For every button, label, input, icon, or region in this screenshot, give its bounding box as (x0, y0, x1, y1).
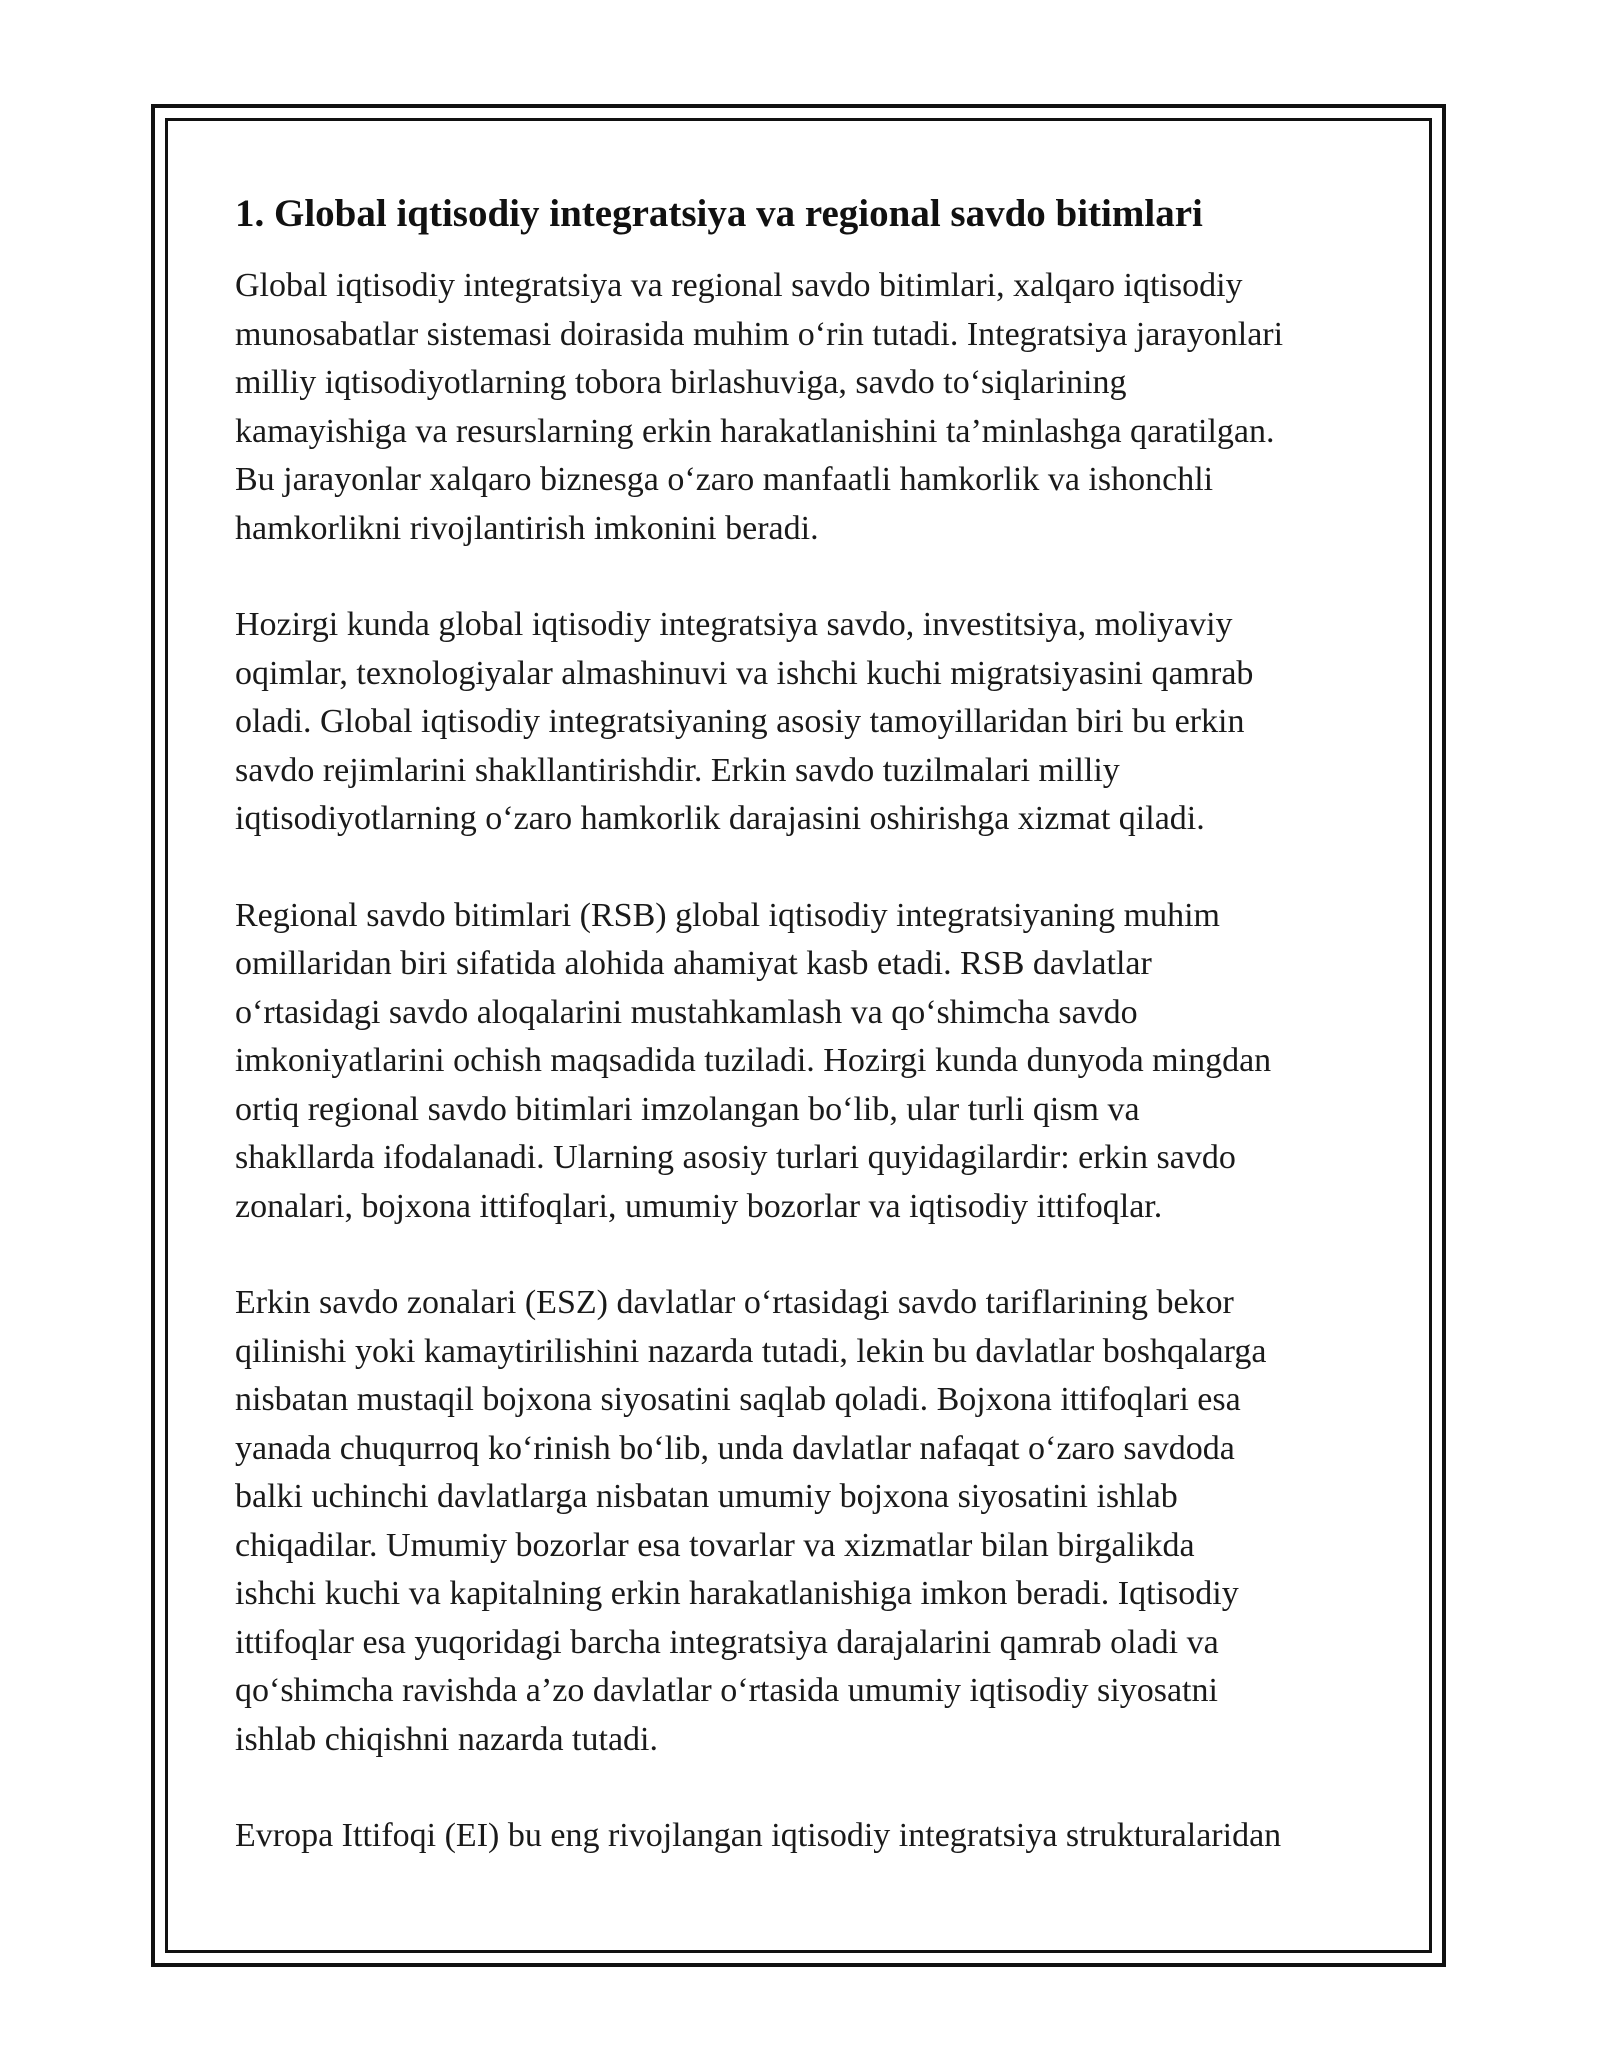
paragraph-2 (235, 601, 1390, 844)
paragraph-line: munosabatlar sistemasi doirasida muhim o‘rin tutadi. Integratsiya jarayonlari (235, 315, 1284, 353)
paragraph-4 (235, 1279, 1390, 1764)
paragraph-line: Global iqtisodiy integratsiya va regional savdo bitimlari, xalqaro iqtisodiy (235, 267, 1243, 304)
paragraph-line: Bu jarayonlar xalqaro biznesga o‘zaro manfaatli hamkorlik va ishonchli (235, 461, 1214, 498)
paragraph-line: imkoniyatlarini ochish maqsadida tuziladi. Hozirgi kunda dunyoda mingdan (235, 1042, 1272, 1079)
paragraph-3 (235, 892, 1390, 1232)
paragraph-line: o‘rtasidagi savdo aloqalarini mustahkamlash va qo‘shimcha savdo (235, 993, 1138, 1031)
paragraph-line: shakllarda ifodalanadi. Ularning asosiy turlari quyidagilardir: erkin savdo (235, 1139, 1236, 1176)
paragraph-line: omillaridan biri sifatida alohida ahamiyat kasb etadi. RSB davlatlar (235, 945, 1152, 982)
paragraph-line: ittifoqlar esa yuqoridagi barcha integratsiya darajalarini qamrab oladi va (235, 1623, 1219, 1661)
paragraph-line: ishlab chiqishni nazarda tutadi. (235, 1720, 658, 1758)
paragraph-line: Hozirgi kunda global iqtisodiy integratsiya savdo, investitsiya, moliyaviy (235, 606, 1233, 643)
paragraph-line: savdo rejimlarini shakllantirishdir. Erkin savdo tuzilmalari milliy (235, 751, 1120, 789)
paragraph-line: ishchi kuchi va kapitalning erkin harakatlanishiga imkon beradi. Iqtisodiy (235, 1575, 1239, 1612)
paragraph-line: iqtisodiyotlarning o‘zaro hamkorlik darajasini oshirishga xizmat qiladi. (235, 800, 1205, 837)
paragraph-line: yanada chuqurroq ko‘rinish bo‘lib, unda davlatlar nafaqat o‘zaro savdoda (235, 1429, 1235, 1467)
paragraph-line: hamkorlikni rivojlantirish imkonini beradi. (235, 509, 819, 547)
paragraph-line: nisbatan mustaqil bojxona siyosatini saqlab qoladi. Bojxona ittifoqlari esa (235, 1381, 1241, 1418)
paragraph-line: balki uchinchi davlatlarga nisbatan umumiy bojxona siyosatini ishlab (235, 1478, 1178, 1515)
paragraph-line: kamayishiga va resurslarning erkin harakatlanishini ta’minlashga qaratilgan. (235, 412, 1275, 450)
document-body (235, 190, 1390, 1909)
paragraph-line: Regional savdo bitimlari (RSB) global iqtisodiy integratsiyaning muhim (235, 896, 1220, 934)
paragraph-line: milliy iqtisodiyotlarning tobora birlashuviga, savdo to‘siqlarining (235, 364, 1127, 401)
section-heading: 1. Global iqtisodiy integratsiya va regional savdo bitimlari (235, 192, 1203, 235)
paragraph-line: ortiq regional savdo bitimlari imzolangan bo‘lib, ular turli qism va (235, 1090, 1140, 1128)
paragraph-line: Erkin savdo zonalari (ESZ) davlatlar o‘rtasidagi savdo tariflarining bekor (235, 1284, 1234, 1321)
paragraph-line: qo‘shimcha ravishda a’zo davlatlar o‘rtasida umumiy iqtisodiy siyosatni (235, 1672, 1218, 1709)
paragraph-line: qilinishi yoki kamaytirilishini nazarda tutadi, lekin bu davlatlar boshqalarga (235, 1332, 1267, 1370)
paragraph-line: oqimlar, texnologiyalar almashinuvi va ishchi kuchi migratsiyasini qamrab (235, 654, 1254, 692)
paragraph-1 (235, 262, 1390, 553)
paragraph-line: zonalari, bojxona ittifoqlari, umumiy bozorlar va iqtisodiy ittifoqlar. (235, 1187, 1163, 1225)
paragraph-5 (235, 1812, 1390, 1861)
paragraph-line: oladi. Global iqtisodiy integratsiyaning asosiy tamoyillaridan biri bu erkin (235, 703, 1245, 740)
paragraph-line: chiqadilar. Umumiy bozorlar esa tovarlar va xizmatlar bilan birgalikda (235, 1526, 1195, 1564)
paragraph-line: Evropa Ittifoqi (EI) bu eng rivojlangan iqtisodiy integratsiya strukturalaridan (235, 1817, 1282, 1854)
